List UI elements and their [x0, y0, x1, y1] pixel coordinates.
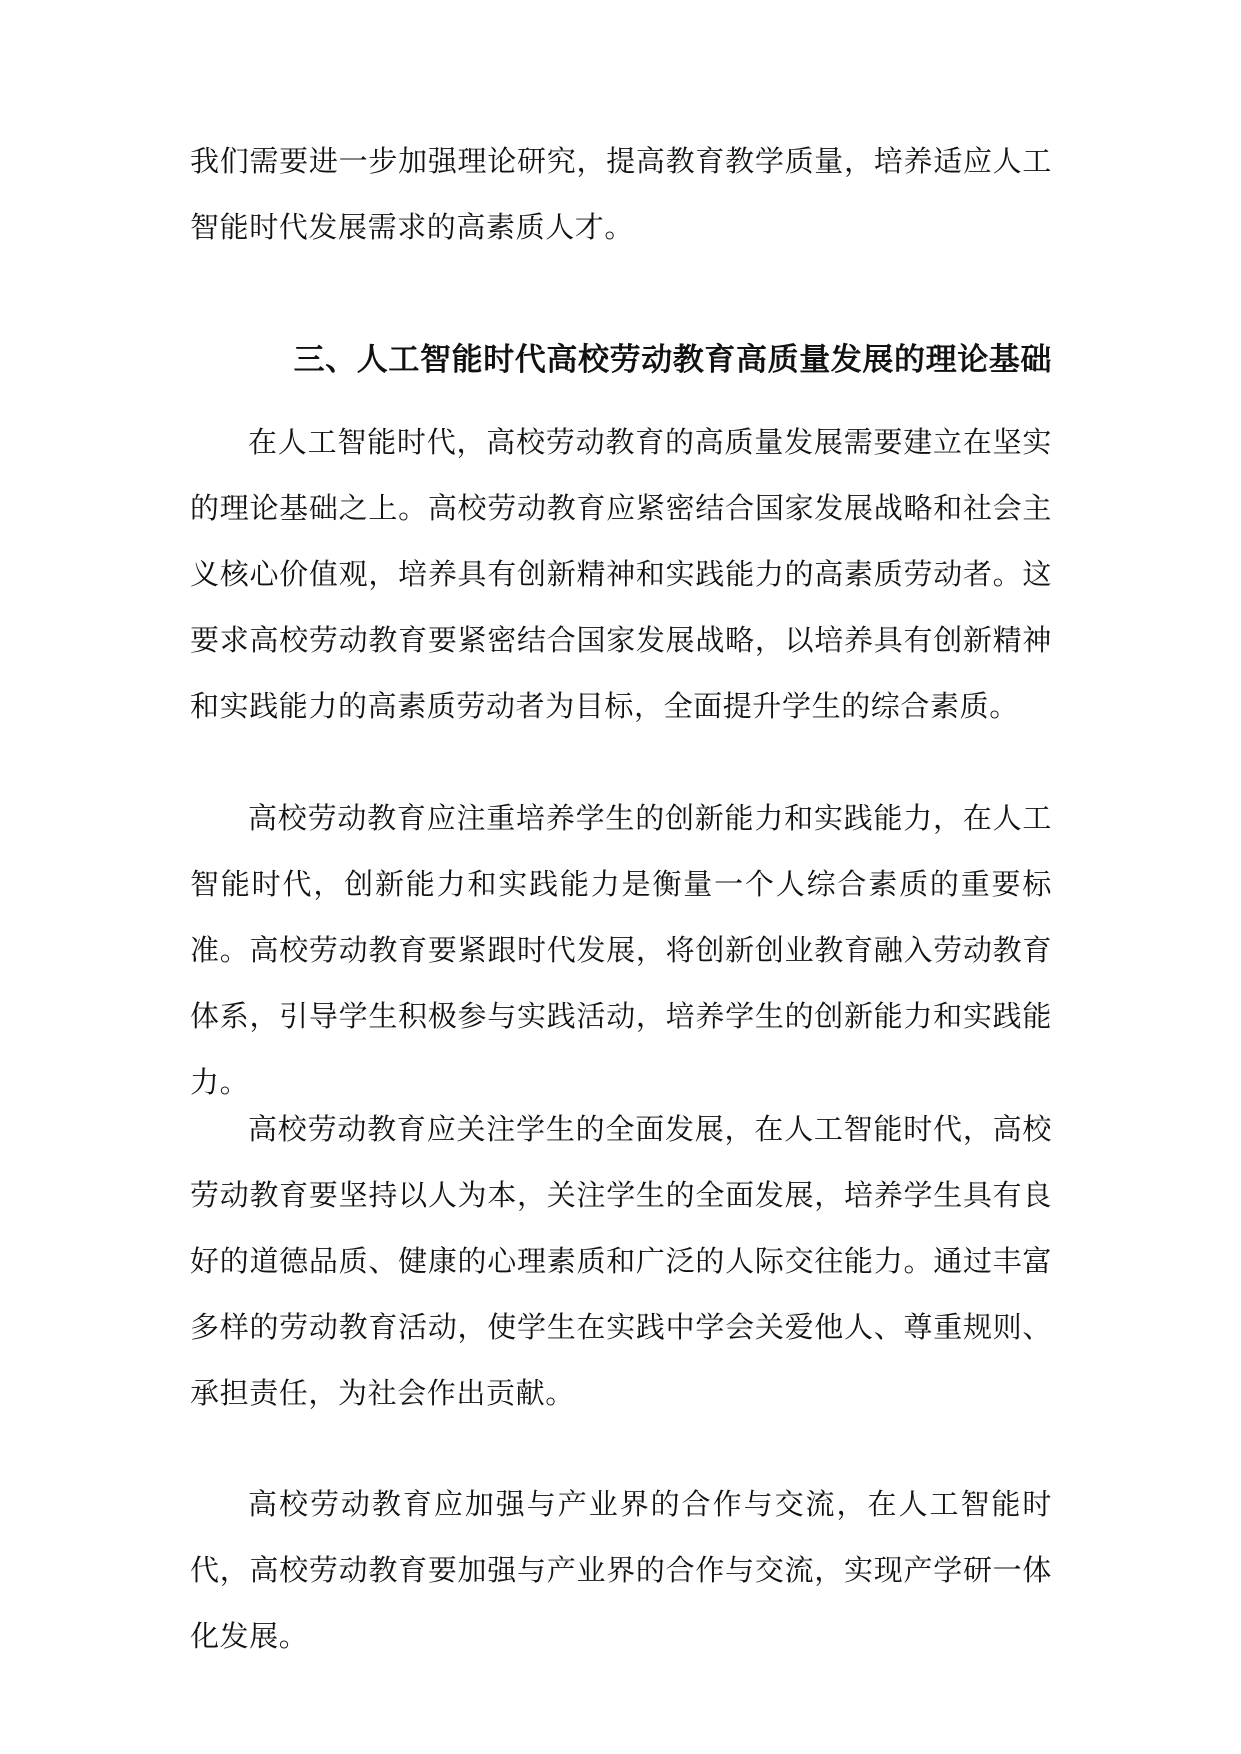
section-heading: 三、人工智能时代高校劳动教育高质量发展的理论基础 — [293, 342, 1052, 378]
paragraph-theory-foundation: 在人工智能时代，高校劳动教育的高质量发展需要建立在坚实的理论基础之上。高校劳动教育应紧密结合国家发展战略和社会主义核心价值观，培养具有创新精神和实践能力的高素质劳动者。这要求高校劳动教育要紧密结合国家发展战略，以培养具有创新精神和实践能力的高素质劳动者为目标，全面提升学生的综合素质。 — [190, 425, 1052, 723]
paragraph-comprehensive-development: 高校劳动教育应关注学生的全面发展，在人工智能时代，高校劳动教育要坚持以人为本，关注学生的全面发展，培养学生具有良好的道德品质、健康的心理素质和广泛的人际交往能力。通过丰富多样的劳动教育活动，使学生在实践中学会关爱他人、尊重规则、承担责任，为社会作出贡献。 — [190, 1112, 1052, 1410]
paragraph-innovation-practice: 高校劳动教育应注重培养学生的创新能力和实践能力，在人工智能时代，创新能力和实践能力是衡量一个人综合素质的重要标准。高校劳动教育要紧跟时代发展，将创新创业教育融入劳动教育体系，引导学生积极参与实践活动，培养学生的创新能力和实践能力。 — [190, 801, 1052, 1099]
continued-paragraph: 我们需要进一步加强理论研究，提高教育教学质量，培养适应人工智能时代发展需求的高素质人才。 — [190, 144, 1052, 244]
paragraph-industry-cooperation: 高校劳动教育应加强与产业界的合作与交流，在人工智能时代，高校劳动教育要加强与产业界的合作与交流，实现产学研一体化发展。 — [190, 1487, 1052, 1653]
